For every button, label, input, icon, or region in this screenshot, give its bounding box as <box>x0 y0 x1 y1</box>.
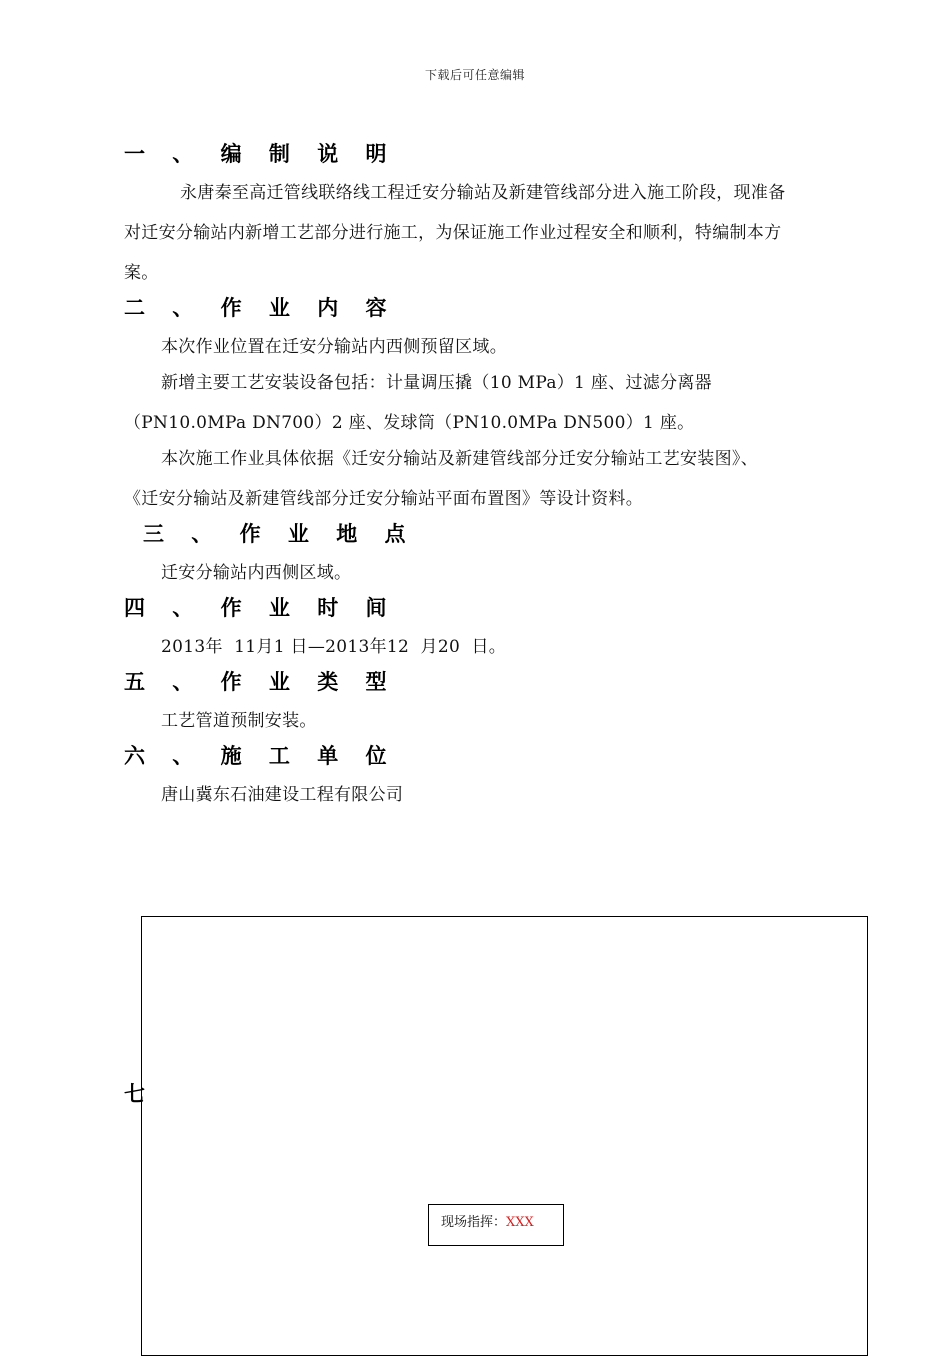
paragraph-line: 2013年 11月1 日—2013年12 月20 日。 <box>161 637 507 657</box>
paragraph-line: 《迁安分输站及新建管线部分迁安分输站平面布置图》等设计资料。 <box>124 489 643 509</box>
site-commander-label: 现场指挥： <box>441 1215 507 1230</box>
paragraph-line: 对迁安分输站内新增工艺部分进行施工，为保证施工作业过程安全和顺利，特编制本方 <box>124 223 782 243</box>
paragraph-line: 新增主要工艺安装设备包括：计量调压撬（10 MPa）1 座、过滤分离器 <box>161 373 712 393</box>
paragraph-line: 迁安分输站内西侧区域。 <box>161 563 352 583</box>
site-commander-box <box>428 1204 564 1246</box>
paragraph-line: 唐山冀东石油建设工程有限公司 <box>161 785 404 805</box>
org-chart-frame <box>141 916 868 1356</box>
section-heading-1: 一 、 编 制 说 明 <box>124 142 397 166</box>
section-heading-6: 六 、 施 工 单 位 <box>124 744 397 768</box>
section-heading-5: 五 、 作 业 类 型 <box>124 670 397 694</box>
section-heading-3: 三 、 作 业 地 点 <box>143 522 416 546</box>
page-header: 下载后可任意编辑 <box>424 68 525 82</box>
section-heading-7: 七 <box>124 1082 145 1106</box>
paragraph-line: 本次施工作业具体依据《迁安分输站及新建管线部分迁安分输站工艺安装图》、 <box>161 449 758 469</box>
paragraph-line: （PN10.0MPa DN700）2 座、发球筒（PN10.0MPa DN500）1 座。 <box>124 413 695 433</box>
paragraph-line: 本次作业位置在迁安分输站内西侧预留区域。 <box>161 337 507 357</box>
paragraph-line: 工艺管道预制安装。 <box>161 711 317 731</box>
section-heading-4: 四 、 作 业 时 间 <box>124 596 397 620</box>
site-commander-value: XXX <box>506 1215 534 1230</box>
paragraph-line: 永唐秦至高迁管线联络线工程迁安分输站及新建管线部分进入施工阶段，现准备 <box>180 183 786 203</box>
section-heading-2: 二 、 作 业 内 容 <box>124 296 397 320</box>
paragraph-line: 案。 <box>124 263 159 283</box>
